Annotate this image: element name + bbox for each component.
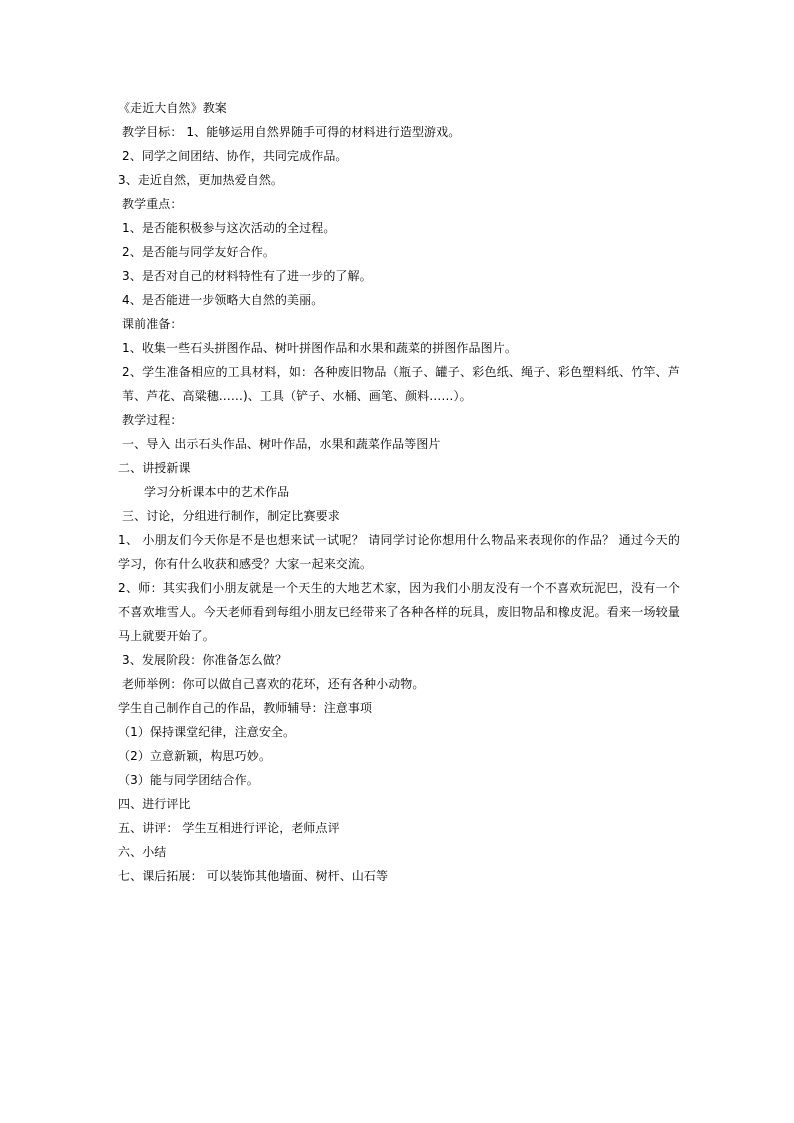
text-line: 3、发展阶段：你准备怎么做？ (122, 653, 288, 667)
text-line: 1、收集一些石头拼图作品、树叶拼图作品和水果和蔬菜的拼图作品图片。 (122, 341, 517, 355)
text-line: 1、是否能积极参与这次活动的全过程。 (122, 221, 336, 235)
text-line: （2）立意新颖，构思巧妙。 (118, 749, 271, 763)
text-line: 学习分析课本中的艺术作品 (144, 485, 290, 499)
text-line: 七、课后拓展： 可以装饰其他墙面、树杆、山石等 (118, 869, 389, 883)
section-heading: 教学重点： (122, 197, 183, 211)
text-line: （3）能与同学团结合作。 (118, 773, 259, 787)
text-paragraph: 2、师：其实我们小朋友就是一个天生的大地艺术家，因为我们小朋友没有一个不喜欢玩泥巴，没有一个不喜欢堆雪人。今天老师看到每组小朋友已经带来了各种各样的玩具，废旧物品和橡皮泥。看来一场较量马上就要开始了。 (118, 581, 680, 643)
text-paragraph: 2、学生准备相应的工具材料，如：各种废旧物品（瓶子、罐子、彩色纸、绳子、彩色塑料纸、竹竿、芦苇、芦花、高粱穗……)、工具（铲子、水桶、画笔、颜料……）。 (122, 365, 680, 403)
text-paragraph: 1、 小朋友们今天你是不是也想来试一试呢？ 请同学讨论你想用什么物品来表现你的作品？ 通过今天的学习，你有什么收获和感受？大家一起来交流。 (118, 533, 680, 571)
text-line: 3、是否对自己的材料特性有了进一步的了解。 (122, 269, 372, 283)
text-line: 学生自己制作自己的作品，教师辅导：注意事项 (118, 701, 373, 715)
text-line: 老师举例：你可以做自己喜欢的花环，还有各种小动物。 (122, 677, 425, 691)
text-line: 五、讲评： 学生互相进行评论，老师点评 (118, 821, 340, 835)
document-title: 《走近大自然》教案 (118, 101, 227, 115)
text-line: （1）保持课堂纪律，注意安全。 (118, 725, 296, 739)
section-heading: 教学过程： (122, 413, 183, 427)
text-line: 2、是否能与同学友好合作。 (122, 245, 275, 259)
text-line: 四、进行评比 (118, 797, 191, 811)
text-line: 六、小结 (118, 845, 167, 859)
section-heading: 课前准备： (122, 317, 183, 331)
text-line: 一、导入 出示石头作品、树叶作品，水果和蔬菜作品等图片 (122, 437, 441, 451)
text-line: 2、同学之间团结、协作，共同完成作品。 (122, 149, 348, 163)
text-line: 教学目标： 1、能够运用自然界随手可得的材料进行造型游戏。 (122, 125, 461, 139)
text-line: 二、讲授新课 (118, 461, 191, 475)
text-line: 3、走近自然，更加热爱自然。 (118, 173, 284, 187)
text-line: 4、是否能进一步领略大自然的美丽。 (122, 293, 324, 307)
text-line: 三、讨论，分组进行制作，制定比赛要求 (122, 509, 340, 523)
